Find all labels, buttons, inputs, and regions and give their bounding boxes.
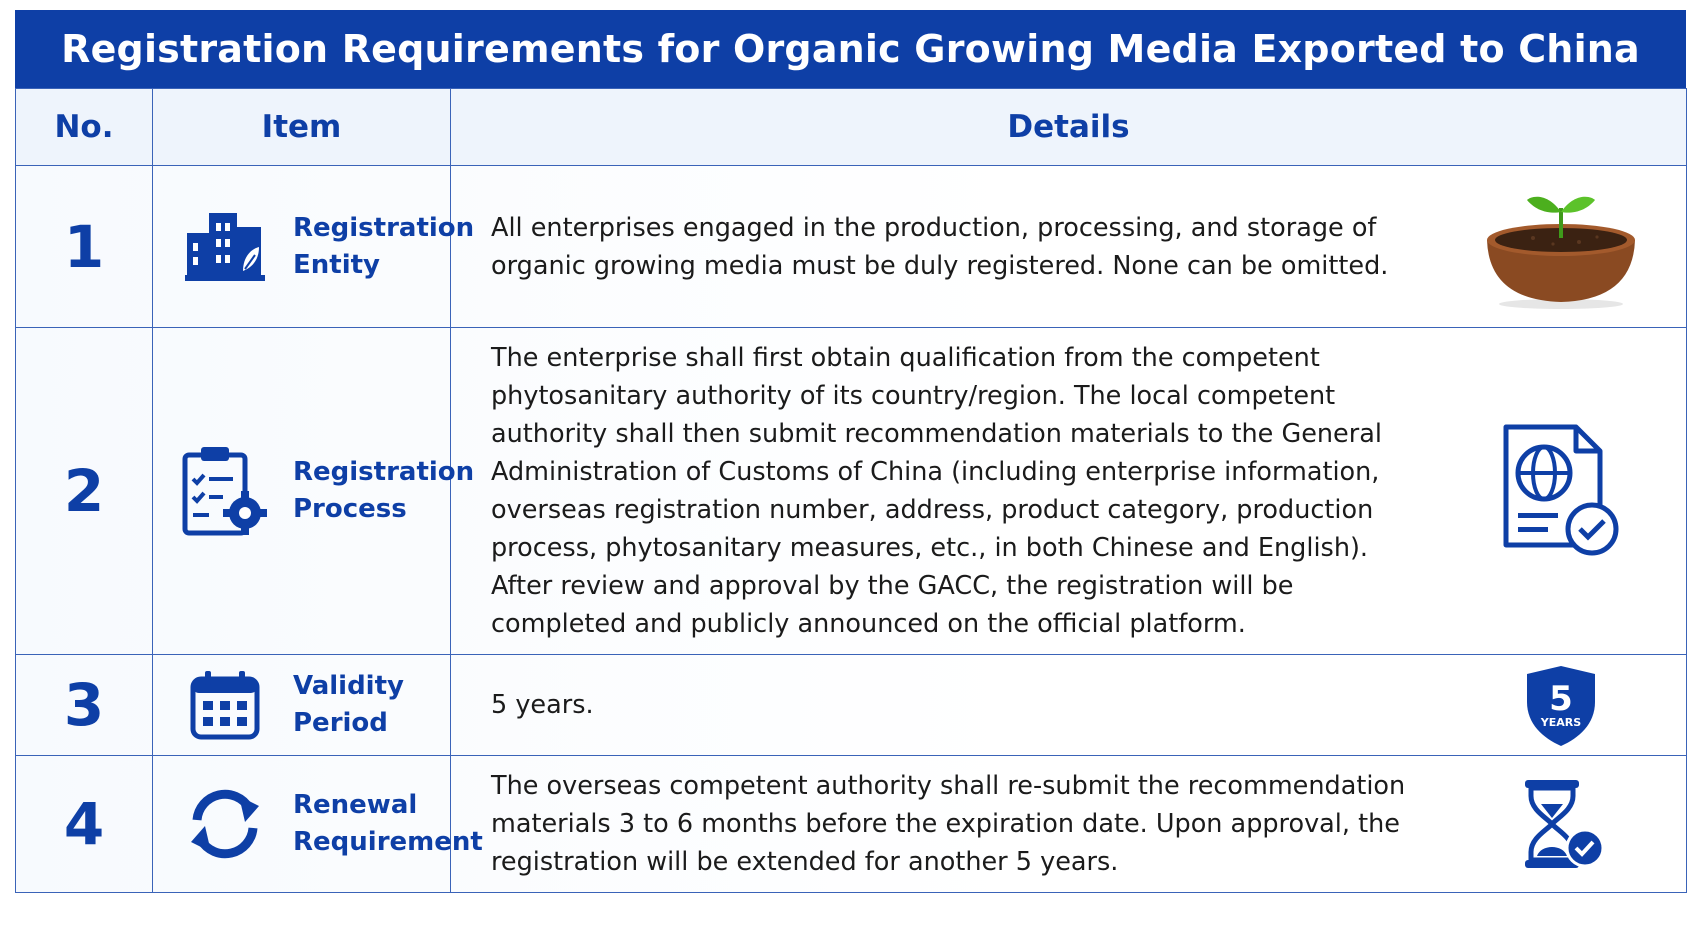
row-number: 1 bbox=[16, 166, 153, 328]
row-number: 2 bbox=[16, 328, 153, 655]
page-title: Registration Requirements for Organic Growing Media Exported to China bbox=[15, 10, 1686, 88]
item-label bbox=[293, 210, 475, 284]
item-cell bbox=[153, 328, 475, 655]
item-label-line: Process bbox=[293, 494, 407, 524]
details-cell bbox=[451, 756, 1687, 893]
potted-seedling-icon bbox=[1476, 182, 1646, 312]
table-header-row bbox=[16, 89, 1687, 166]
details-text: 5 years. bbox=[491, 690, 594, 720]
hourglass-check-icon bbox=[1476, 774, 1646, 874]
table-row bbox=[16, 328, 1687, 655]
column-header-details: Details bbox=[451, 89, 1687, 166]
refresh-arrows-icon bbox=[179, 778, 271, 870]
item-label-line: Requirement bbox=[293, 827, 483, 857]
column-header-no: No. bbox=[16, 89, 153, 166]
badge-text: YEARS bbox=[1540, 716, 1582, 729]
item-label-line: Registration bbox=[293, 457, 475, 487]
buildings-icon bbox=[179, 201, 271, 293]
row-number: 3 bbox=[16, 655, 153, 756]
item-cell bbox=[153, 655, 451, 756]
item-label bbox=[293, 668, 450, 742]
column-header-item: Item bbox=[153, 89, 451, 166]
item-cell bbox=[153, 166, 475, 328]
document-globe-check-icon bbox=[1476, 421, 1646, 561]
clipboard-checklist-gear-icon bbox=[179, 445, 271, 537]
details-cell bbox=[451, 166, 1687, 328]
table-row bbox=[16, 756, 1687, 893]
item-label-line: Entity bbox=[293, 249, 380, 280]
details-text: All enterprises engaged in the production, processing, and storage of organic growing media must be duly registered. None can be omitted. bbox=[491, 212, 1389, 281]
item-label-line: Period bbox=[293, 708, 388, 738]
requirements-panel bbox=[15, 10, 1686, 893]
item-label-line: Renewal bbox=[293, 790, 418, 820]
details-text: The enterprise shall first obtain qualification from the competent phytosanitary authority of its country/region. The local competent authority shall then submit recommendation materials to the General Administration of Customs of China (including enterprise information, overseas registration number, address, product category, production process, phytosanitary measures, etc., in both Chinese and English). After review and approval by the GACC, the registration will be completed and publicly announced on the official platform. bbox=[491, 343, 1382, 639]
requirements-table bbox=[15, 88, 1687, 893]
item-cell bbox=[153, 756, 483, 893]
item-label-line: Validity bbox=[293, 671, 404, 701]
table-row bbox=[16, 166, 1687, 328]
row-number: 4 bbox=[16, 756, 153, 893]
details-text: The overseas competent authority shall re-submit the recommendation materials 3 to 6 months before the expiration date. Upon approval, the registration will be extended for another 5 years. bbox=[491, 771, 1406, 877]
table-row bbox=[16, 655, 1687, 756]
item-label bbox=[293, 787, 483, 861]
item-label bbox=[293, 454, 475, 528]
shield-badge-icon bbox=[1476, 662, 1646, 748]
calendar-icon bbox=[179, 659, 271, 751]
details-cell bbox=[451, 328, 1687, 655]
item-label-line: Registration bbox=[293, 212, 475, 243]
details-cell bbox=[451, 655, 1687, 756]
badge-number: 5 bbox=[1549, 679, 1573, 719]
